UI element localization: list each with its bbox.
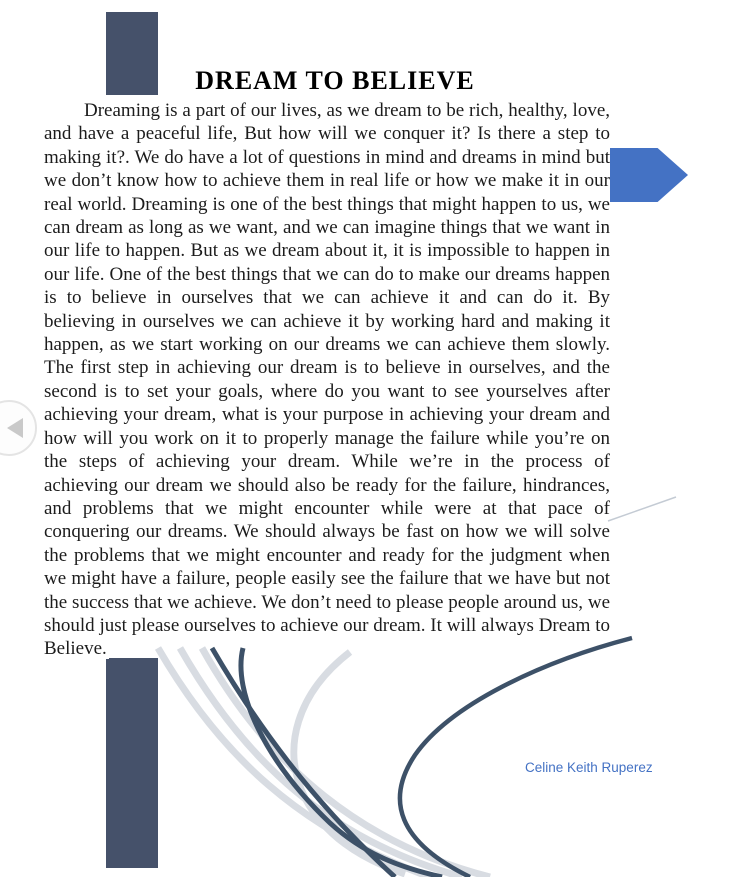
previous-icon: [7, 418, 23, 438]
dark-curve: [400, 638, 632, 877]
bottom-accent-rectangle: [106, 658, 158, 868]
body-last-word: Believe.: [44, 638, 107, 660]
arrow-right-shape: [610, 148, 688, 202]
thin-diagonal-line: [608, 497, 676, 521]
light-curve: [294, 652, 405, 874]
body-paragraph: [44, 99, 610, 661]
previous-slide-button[interactable]: [0, 400, 37, 456]
author-name: Celine Keith Ruperez: [525, 760, 653, 775]
dark-curve: [212, 648, 395, 877]
light-curve: [180, 648, 462, 877]
body-text: Dreaming is a part of our lives, as we dream to be rich, healthy, love, and have a peaceful life, But how will we conquer it? Is there a step to making it?. We do have a lot of questions in mind and dreams in mind but we don’t know how to achieve them in real life or how we make it in our real world. Dreaming is one of the best things that might happen to us, we can dream as long as we want, and we can imagine things that we want in our life to happen. But as we dream about it, it is impossible to happen in our life. One of the best things that we can do to make our dreams happen is to believe in ourselves that we can achieve it and can do it. By believing in ourselves we can achieve it by working hard and making it happen, as we start working on our dreams we can achieve them slowly. The first step in achieving our dream is to believe in ourselves, and the second is to set your goals, where do you want to see yourselves after achieving your dream, what is your purpose in achieving your dream and how will you work on it to properly manage the failure while you’re on the steps of achieving your dream. While we’re in the process of achieving our dream we should also be ready for the failure, hindrances, and problems that we might encounter while were at that pace of conquering our dreams. We should always be fast on how we will solve the problems that we might encounter and ready for the judgment when we might have a failure, people easily see the failure that we have but not the success that we achieve. We don’t need to please people around us, we should just please ourselves to achieve our dream. It will always Dream to: [44, 100, 610, 636]
page-title: DREAM TO BELIEVE: [195, 66, 475, 95]
light-curve: [202, 648, 490, 877]
light-curve: [158, 648, 430, 877]
dark-curve: [241, 648, 442, 877]
